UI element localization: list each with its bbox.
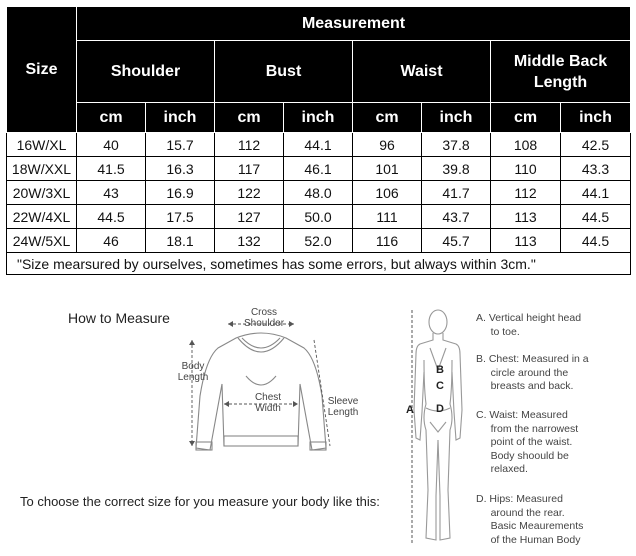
unit-header: inch <box>422 103 491 133</box>
value-cell: 112 <box>491 181 561 205</box>
value-cell: 37.8 <box>422 133 491 157</box>
table-row <box>7 205 631 229</box>
value-cell: 127 <box>215 205 284 229</box>
value-cell: 48.0 <box>284 181 353 205</box>
value-cell: 52.0 <box>284 229 353 253</box>
value-cell: 18.1 <box>146 229 215 253</box>
chest-width-label: Chest Width <box>254 392 282 414</box>
unit-header: inch <box>146 103 215 133</box>
size-cell: 16W/XL <box>7 133 77 157</box>
unit-header: cm <box>215 103 284 133</box>
value-cell: 39.8 <box>422 157 491 181</box>
unit-header: cm <box>491 103 561 133</box>
size-cell: 20W/3XL <box>7 181 77 205</box>
value-cell: 44.5 <box>77 205 146 229</box>
value-cell: 101 <box>353 157 422 181</box>
value-cell: 44.1 <box>561 181 631 205</box>
value-cell: 43.7 <box>422 205 491 229</box>
group-header-shoulder: Shoulder <box>77 41 215 103</box>
body-diagram <box>400 300 472 552</box>
value-cell: 15.7 <box>146 133 215 157</box>
note-c: C. Waist: Measured from the narrowest point of the waist. Body shoould be relaxed. <box>476 409 579 475</box>
value-cell: 40 <box>77 133 146 157</box>
body-length-label: Body Length <box>177 361 209 383</box>
body-label-b: B <box>436 364 444 376</box>
sleeve-length-label: Sleeve Length <box>327 396 359 418</box>
value-cell: 42.5 <box>561 133 631 157</box>
group-header-middle-back-length: Middle Back Length <box>491 41 631 103</box>
unit-header: inch <box>284 103 353 133</box>
value-cell: 96 <box>353 133 422 157</box>
how-to-measure-title: How to Measure <box>68 310 170 326</box>
table-row <box>7 181 631 205</box>
value-cell: 117 <box>215 157 284 181</box>
table-row <box>7 133 631 157</box>
value-cell: 108 <box>491 133 561 157</box>
value-cell: 44.1 <box>284 133 353 157</box>
note-d: D. Hips: Measured around the rear. Basic Meaurements of the Human Body <box>476 493 584 546</box>
body-label-d: D <box>436 403 444 415</box>
value-cell: 106 <box>353 181 422 205</box>
value-cell: 17.5 <box>146 205 215 229</box>
note-a: A. Vertical height head to toe. <box>476 312 582 338</box>
size-cell: 22W/4XL <box>7 205 77 229</box>
group-header-bust: Bust <box>215 41 353 103</box>
unit-header: cm <box>353 103 422 133</box>
value-cell: 112 <box>215 133 284 157</box>
measurement-header: Measurement <box>77 7 631 41</box>
value-cell: 111 <box>353 205 422 229</box>
unit-header: cm <box>77 103 146 133</box>
body-label-a: A <box>406 404 414 416</box>
size-header: Size <box>7 7 77 133</box>
value-cell: 113 <box>491 229 561 253</box>
value-cell: 41.7 <box>422 181 491 205</box>
table-note: "Size mearsured by ourselves, sometimes has some errors, but always within 3cm." <box>7 253 631 275</box>
table-note-row <box>7 253 631 275</box>
value-cell: 44.5 <box>561 229 631 253</box>
note-b: B. Chest: Measured in a circle around the breasts and back. <box>476 353 589 392</box>
value-cell: 46.1 <box>284 157 353 181</box>
garment-diagram <box>176 306 346 466</box>
value-cell: 43.3 <box>561 157 631 181</box>
table-row <box>7 229 631 253</box>
value-cell: 43 <box>77 181 146 205</box>
cross-shoulder-label: Cross Shoulder <box>244 307 285 329</box>
size-chart-table <box>6 6 631 275</box>
group-header-waist: Waist <box>353 41 491 103</box>
value-cell: 113 <box>491 205 561 229</box>
value-cell: 41.5 <box>77 157 146 181</box>
body-label-c: C <box>436 380 444 392</box>
value-cell: 110 <box>491 157 561 181</box>
value-cell: 44.5 <box>561 205 631 229</box>
value-cell: 46 <box>77 229 146 253</box>
value-cell: 45.7 <box>422 229 491 253</box>
size-cell: 24W/5XL <box>7 229 77 253</box>
value-cell: 122 <box>215 181 284 205</box>
value-cell: 116 <box>353 229 422 253</box>
instruction-text: To choose the correct size for you measure your body like this: <box>20 494 380 509</box>
unit-header: inch <box>561 103 631 133</box>
value-cell: 132 <box>215 229 284 253</box>
size-cell: 18W/XXL <box>7 157 77 181</box>
table-row <box>7 157 631 181</box>
value-cell: 16.9 <box>146 181 215 205</box>
value-cell: 16.3 <box>146 157 215 181</box>
value-cell: 50.0 <box>284 205 353 229</box>
